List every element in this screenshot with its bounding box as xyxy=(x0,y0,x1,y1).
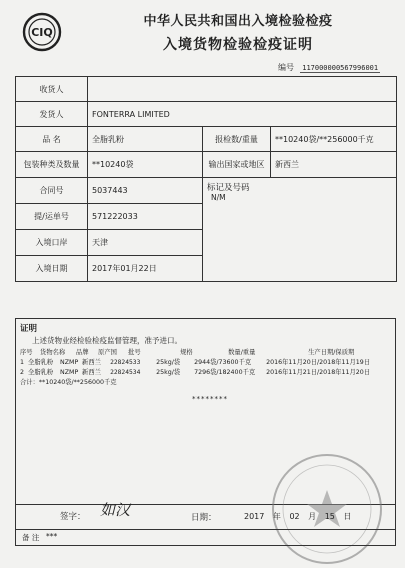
item-date: 2016年11月20日/2018年11月19日 xyxy=(266,359,371,366)
svg-text:CIQ: CIQ xyxy=(31,26,53,39)
product-value: 全脂乳粉 xyxy=(88,127,203,152)
col-name: 货物名称 xyxy=(40,349,66,356)
item-row xyxy=(20,357,395,366)
items-header-row xyxy=(20,347,395,356)
marks-label: 标记及号码 xyxy=(207,183,250,193)
cargo-info-table xyxy=(15,76,397,282)
remark-label: 备 注 xyxy=(22,533,40,542)
col-date: 生产日期/保质期 xyxy=(308,349,355,356)
col-qty: 数量/重量 xyxy=(228,349,256,356)
row-product xyxy=(16,127,397,152)
item-brand: NZMP xyxy=(60,359,79,366)
row-contract xyxy=(16,178,397,204)
col-seq: 序号 xyxy=(20,349,33,356)
quantity-label: 报检数/重量 xyxy=(203,127,271,152)
contract-value: 5037443 xyxy=(88,178,203,204)
item-origin: 新西兰 xyxy=(82,369,101,376)
port-value: 天津 xyxy=(88,230,203,256)
certificate-statement: 上述货物业经检验检疫监督管理，准予进口。 xyxy=(32,336,182,345)
row-package xyxy=(16,152,397,178)
item-seq: 1 xyxy=(20,359,25,366)
sign-date-label: 日期： xyxy=(191,513,217,523)
bill-label: 提/运单号 xyxy=(16,204,88,230)
item-batch: 22824533 xyxy=(110,359,141,366)
remark-row xyxy=(15,529,396,546)
item-origin: 新西兰 xyxy=(82,359,101,366)
serial-number xyxy=(278,62,380,73)
port-label: 入境口岸 xyxy=(16,230,88,256)
signature-label: 签字： xyxy=(60,512,86,522)
entry-date-value: 2017年01月22日 xyxy=(88,256,203,282)
serial-label: 编号 xyxy=(278,63,294,72)
item-qty: 2944袋/73600千克 xyxy=(194,359,252,366)
consignor-value: FONTERRA LIMITED xyxy=(88,102,397,127)
handwritten-signature: 如汉 xyxy=(100,501,131,519)
signature-row xyxy=(15,503,396,530)
origin-label: 输出国家或地区 xyxy=(203,152,271,178)
origin-value: 新西兰 xyxy=(271,152,397,178)
item-row xyxy=(20,367,395,376)
end-stars: ******** xyxy=(192,395,228,403)
row-consignor xyxy=(16,102,397,127)
col-spec: 规格 xyxy=(180,349,193,356)
package-value: **10240袋 xyxy=(88,152,203,178)
item-batch: 22824534 xyxy=(110,369,141,376)
ciq-logo-icon xyxy=(22,12,62,52)
item-spec: 25kg/袋 xyxy=(156,359,181,366)
package-label: 包装种类及数量 xyxy=(16,152,88,178)
serial-value: 117000000567996001 xyxy=(302,64,379,72)
product-label: 品 名 xyxy=(16,127,88,152)
item-seq: 2 xyxy=(20,369,25,376)
entry-date-label: 入境日期 xyxy=(16,256,88,282)
bill-value: 571222033 xyxy=(88,204,203,230)
marks-value: N/M xyxy=(211,193,226,202)
item-date: 2016年11月21日/2018年11月20日 xyxy=(266,369,371,376)
consignor-label: 发货人 xyxy=(16,102,88,127)
total-row: 合计：**10240袋/**256000千克 xyxy=(20,379,117,386)
consignee-label: 收货人 xyxy=(16,77,88,102)
col-batch: 批号 xyxy=(128,349,141,356)
consignee-value xyxy=(88,77,397,102)
quantity-value: **10240袋/**256000千克 xyxy=(271,127,397,152)
item-brand: NZMP xyxy=(60,369,79,376)
title-line1: 中华人民共和国出入境检验检疫 xyxy=(143,14,333,29)
item-qty: 7296袋/182400千克 xyxy=(194,369,256,376)
remark-value: *** xyxy=(46,532,58,541)
sign-date-value: 2017 年 02 月 15 日 xyxy=(244,512,352,521)
marks-cell xyxy=(203,178,397,282)
item-name: 全脂乳粉 xyxy=(28,369,54,376)
col-brand: 品牌 xyxy=(76,349,89,356)
certificate-heading: 证明 xyxy=(20,324,38,334)
title-line2: 入境货物检验检疫证明 xyxy=(163,37,313,53)
item-spec: 25kg/袋 xyxy=(156,369,181,376)
row-consignee xyxy=(16,77,397,102)
col-origin: 原产国 xyxy=(98,349,117,356)
item-name: 全脂乳粉 xyxy=(28,359,54,366)
contract-label: 合同号 xyxy=(16,178,88,204)
